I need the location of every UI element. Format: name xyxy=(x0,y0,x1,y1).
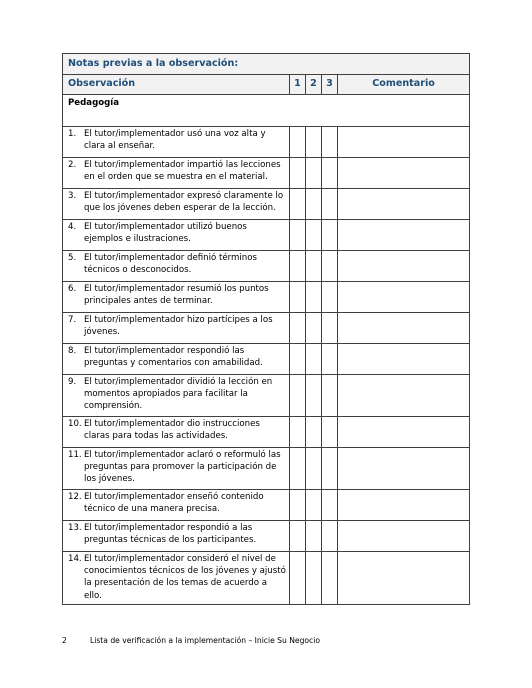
comment-cell[interactable] xyxy=(338,552,470,605)
table-row xyxy=(63,127,470,158)
score-2-cell[interactable] xyxy=(306,251,322,282)
score-1-cell[interactable] xyxy=(290,189,306,220)
item-number: 5. xyxy=(68,253,77,263)
observation-cell xyxy=(63,251,290,282)
observation-item xyxy=(68,522,287,546)
observation-checklist-table xyxy=(62,53,470,605)
item-number: 13. xyxy=(68,523,82,533)
score-1-cell[interactable] xyxy=(290,521,306,552)
observation-cell xyxy=(63,282,290,313)
score-2-cell[interactable] xyxy=(306,158,322,189)
section-title: Pedagogía xyxy=(63,95,470,127)
observation-item xyxy=(68,345,287,369)
item-number: 11. xyxy=(68,450,82,460)
section-row xyxy=(63,95,470,127)
score-3-cell[interactable] xyxy=(322,375,338,417)
table-row xyxy=(63,251,470,282)
observation-cell xyxy=(63,417,290,448)
comment-cell[interactable] xyxy=(338,220,470,251)
comment-cell[interactable] xyxy=(338,282,470,313)
score-2-cell[interactable] xyxy=(306,282,322,313)
item-text: El tutor/implementador aclaró o reformuló las preguntas para promover la participación de los jóvenes. xyxy=(84,450,281,485)
item-number: 2. xyxy=(68,160,77,170)
comment-cell[interactable] xyxy=(338,448,470,490)
score-3-cell[interactable] xyxy=(322,521,338,552)
score-1-cell[interactable] xyxy=(290,127,306,158)
observation-item xyxy=(68,221,287,245)
observation-cell xyxy=(63,375,290,417)
observation-cell xyxy=(63,127,290,158)
item-number: 12. xyxy=(68,492,82,502)
observation-cell xyxy=(63,220,290,251)
table-row xyxy=(63,552,470,605)
observation-cell xyxy=(63,189,290,220)
page-footer xyxy=(62,636,320,645)
table-row xyxy=(63,158,470,189)
item-text: El tutor/implementador hizo partícipes a los jóvenes. xyxy=(84,315,273,338)
score-2-cell[interactable] xyxy=(306,375,322,417)
footer-text: Lista de verificación a la implementación – Inicie Su Negocio xyxy=(90,636,320,645)
item-text: El tutor/implementador definió términos técnicos o desconocidos. xyxy=(84,253,257,276)
item-number: 10. xyxy=(68,419,82,429)
comment-cell[interactable] xyxy=(338,417,470,448)
item-text: El tutor/implementador expresó claramente lo que los jóvenes deben esperar de la lección. xyxy=(84,191,284,214)
item-text: El tutor/implementador respondió a las preguntas técnicas de los participantes. xyxy=(84,523,257,546)
item-text: El tutor/implementador utilizó buenos ejemplos e ilustraciones. xyxy=(84,222,247,245)
comment-cell[interactable] xyxy=(338,251,470,282)
comment-cell[interactable] xyxy=(338,189,470,220)
score-2-cell[interactable] xyxy=(306,448,322,490)
observation-item xyxy=(68,553,287,602)
item-number: 6. xyxy=(68,284,77,294)
score-2-cell[interactable] xyxy=(306,417,322,448)
score-3-cell[interactable] xyxy=(322,189,338,220)
score-1-cell[interactable] xyxy=(290,375,306,417)
score-1-cell[interactable] xyxy=(290,313,306,344)
score-3-cell[interactable] xyxy=(322,448,338,490)
item-number: 4. xyxy=(68,222,77,232)
notes-label: Notas previas a la observación: xyxy=(63,54,470,75)
score-3-cell[interactable] xyxy=(322,552,338,605)
observation-header: Observación xyxy=(63,75,290,95)
notes-row xyxy=(63,54,470,75)
item-number: 7. xyxy=(68,315,77,325)
comment-cell[interactable] xyxy=(338,375,470,417)
observation-item xyxy=(68,283,287,307)
score-1-cell[interactable] xyxy=(290,552,306,605)
table-row xyxy=(63,282,470,313)
score-2-cell[interactable] xyxy=(306,344,322,375)
score-3-cell[interactable] xyxy=(322,220,338,251)
comment-cell[interactable] xyxy=(338,490,470,521)
table-row xyxy=(63,490,470,521)
observation-cell xyxy=(63,313,290,344)
table-row xyxy=(63,417,470,448)
score-3-cell[interactable] xyxy=(322,313,338,344)
table-row xyxy=(63,220,470,251)
score-3-cell[interactable] xyxy=(322,282,338,313)
score-3-header: 3 xyxy=(322,75,338,95)
observation-cell xyxy=(63,521,290,552)
score-2-cell[interactable] xyxy=(306,220,322,251)
table-row xyxy=(63,448,470,490)
page-number: 2 xyxy=(62,636,67,645)
comment-cell[interactable] xyxy=(338,344,470,375)
observation-item xyxy=(68,491,287,515)
score-3-cell[interactable] xyxy=(322,251,338,282)
comment-cell[interactable] xyxy=(338,521,470,552)
score-1-cell[interactable] xyxy=(290,490,306,521)
score-2-cell[interactable] xyxy=(306,552,322,605)
score-1-cell[interactable] xyxy=(290,220,306,251)
score-1-cell[interactable] xyxy=(290,344,306,375)
item-text: El tutor/implementador impartió las lecciones en el orden que se muestra en el material. xyxy=(84,160,281,183)
observation-item xyxy=(68,418,287,442)
item-number: 9. xyxy=(68,377,77,387)
item-number: 1. xyxy=(68,129,77,139)
observation-cell xyxy=(63,158,290,189)
item-text: El tutor/implementador resumió los puntos principales antes de terminar. xyxy=(84,284,269,307)
score-3-cell[interactable] xyxy=(322,344,338,375)
observation-item xyxy=(68,190,287,214)
item-text: El tutor/implementador dividió la lección en momentos apropiados para facilitar la comprensión. xyxy=(84,377,273,412)
item-number: 8. xyxy=(68,346,77,356)
observation-item xyxy=(68,376,287,413)
comment-cell[interactable] xyxy=(338,313,470,344)
score-3-cell[interactable] xyxy=(322,417,338,448)
observation-cell xyxy=(63,344,290,375)
score-3-cell[interactable] xyxy=(322,490,338,521)
observation-item xyxy=(68,252,287,276)
observation-cell xyxy=(63,490,290,521)
observation-cell xyxy=(63,552,290,605)
score-2-cell[interactable] xyxy=(306,313,322,344)
score-1-cell[interactable] xyxy=(290,417,306,448)
score-3-cell[interactable] xyxy=(322,127,338,158)
observation-cell xyxy=(63,448,290,490)
observation-item xyxy=(68,449,287,486)
score-2-header: 2 xyxy=(306,75,322,95)
observation-item xyxy=(68,314,287,338)
observation-item xyxy=(68,159,287,183)
item-text: El tutor/implementador dio instrucciones claras para todas las actividades. xyxy=(84,419,260,442)
table-row xyxy=(63,189,470,220)
item-text: El tutor/implementador usó una voz alta y clara al enseñar. xyxy=(84,129,266,152)
item-text: El tutor/implementador consideró el nivel de conocimientos técnicos de los jóvenes y ajustó la presentación de los temas de acuerdo a ello. xyxy=(84,554,286,601)
score-1-header: 1 xyxy=(290,75,306,95)
item-number: 14. xyxy=(68,554,82,564)
item-text: El tutor/implementador enseñó contenido técnico de una manera precisa. xyxy=(84,492,264,515)
table-row xyxy=(63,375,470,417)
item-number: 3. xyxy=(68,191,77,201)
observation-item xyxy=(68,128,287,152)
header-row xyxy=(63,75,470,95)
comment-cell[interactable] xyxy=(338,158,470,189)
comment-cell[interactable] xyxy=(338,127,470,158)
table-row xyxy=(63,521,470,552)
table-row xyxy=(63,313,470,344)
comment-header: Comentario xyxy=(338,75,470,95)
score-2-cell[interactable] xyxy=(306,490,322,521)
score-2-cell[interactable] xyxy=(306,189,322,220)
item-text: El tutor/implementador respondió las preguntas y comentarios con amabilidad. xyxy=(84,346,263,369)
score-1-cell[interactable] xyxy=(290,158,306,189)
score-3-cell[interactable] xyxy=(322,158,338,189)
score-1-cell[interactable] xyxy=(290,251,306,282)
items-body xyxy=(63,127,470,605)
score-2-cell[interactable] xyxy=(306,521,322,552)
table-row xyxy=(63,344,470,375)
score-1-cell[interactable] xyxy=(290,448,306,490)
score-1-cell[interactable] xyxy=(290,282,306,313)
score-2-cell[interactable] xyxy=(306,127,322,158)
